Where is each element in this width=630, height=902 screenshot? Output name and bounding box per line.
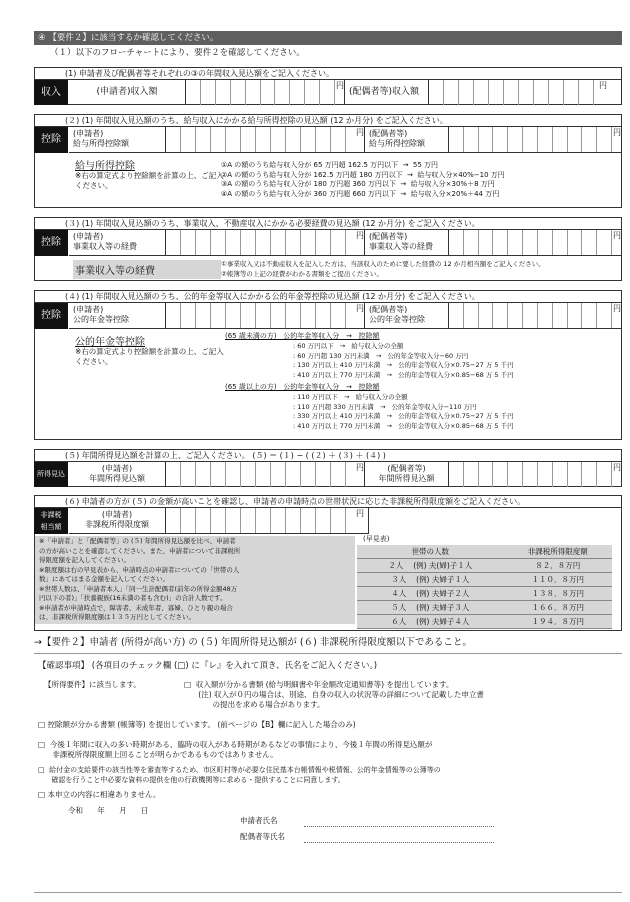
- income-estimate-section: [34, 449, 622, 487]
- spouse-name-label: 配偶者等氏名: [240, 832, 285, 841]
- applicant-estimate-field[interactable]: [165, 462, 355, 487]
- confirm-item-consent[interactable]: □ 給付金の支給要件の該当性等を審査等するため、市区町村等が必要な住民基本台帳情報や税情報、公的年金情報等の公簿等の 確認を行うこと中必要な資料の提供を他の行政機関等に求める・提供することに同意します。: [38, 766, 441, 784]
- applicant-pension-label: (申請者) 公的年金等控除: [73, 305, 129, 324]
- income-tag: 収入: [34, 80, 68, 105]
- spouse-estimate-field[interactable]: [448, 462, 612, 487]
- applicant-salary-deduction-field[interactable]: [165, 127, 355, 152]
- yen-unit: 円: [356, 509, 364, 518]
- table-header: 世帯の人数: [357, 545, 504, 559]
- confirm-item-forecast[interactable]: □ 今後１年間に収入の多い時期がある、臨時の収入がある時期があるなどの事情により、今後１年間の所得見込額が 非課税所得限度額上回ることが明らかであるものではありません。: [38, 740, 433, 759]
- yen-unit: 円: [356, 463, 364, 472]
- spouse-business-field[interactable]: [448, 230, 612, 255]
- pension-title: (４) (1) 年間収入見込額のうち、公的年金等収入にかかる公的年金等控除の見込額 (12 か月分) をご記入ください。: [35, 291, 621, 303]
- quick-table: [357, 545, 612, 629]
- table-row: ６人 (例) 夫婦子４人 １９４．８万円: [357, 615, 612, 629]
- under65-rows: : 60 万円以下 → 給与収入分の全額 : 60 万円超 130 万円未満 → 公的年金等収入分−60 万円 : 130 万円以上 410 万円未満 → 公的年金等収入分×0.75−27 万 5 千円 : 410 万円以上 770 万円未満 → 公的年金等収入分×0.85−68 万 5 千円: [293, 342, 514, 379]
- confirm-section: [34, 653, 622, 893]
- salary-formula: ①A の額のうち給与収入分が 65 万円超 162.5 万円以下 → 55 万円 ②A の額のうち給与収入分が 162.5 万円超 180 万円以下 → 給与収入分×40%−10 万円 ③A の額のうち給与収入分が 180 万円超 360 万円以下 → 給与収入分×30%＋8 万円 ④A の額のうち給与収入分が 360 万円超 660 万円以下 → 給与収入分×20%＋44 万円: [221, 161, 505, 198]
- spouse-pension-label: (配偶者等) 公的年金等控除: [364, 303, 448, 328]
- estimate-tag: 所得見込: [34, 462, 68, 487]
- pension-heading: 公的年金等控除: [75, 337, 145, 348]
- date-field[interactable]: 令和 年 月 日: [68, 806, 149, 815]
- deduction-tag: 控除: [34, 230, 68, 256]
- yen-unit: 円: [613, 304, 621, 313]
- under65-heading: (65 歳未満の方) 公的年金等収入分 → 控除額: [225, 332, 380, 340]
- applicant-name-label: 申請者氏名: [240, 816, 278, 825]
- table-row: ２人 (例) 夫(婦)子１人 ８２．８万円: [357, 559, 612, 573]
- confirm-item-deduction[interactable]: □ 控除額が分かる書類 (帳簿等) を提出しています。 (前ページの【B】欄に記入した場合のみ): [38, 720, 356, 729]
- yen-unit: 円: [613, 128, 621, 137]
- confirm-item-income: 【所得要件】に該当します。: [44, 680, 141, 689]
- applicant-name-line[interactable]: [304, 826, 494, 827]
- confirm-title: 【確認事項】 (各項目のチェック欄 (□) に『レ』を入れて頂き、氏名をご記入ください。): [38, 661, 378, 671]
- salary-note: ※右の算定式より控除額を計算の上、ご記入ください。: [75, 171, 224, 190]
- applicant-pension-field[interactable]: [165, 303, 355, 328]
- salary-heading: 給与所得控除: [75, 161, 135, 172]
- section-subtitle: （１）以下のフローチャートにより、要件２を確認してください。: [50, 48, 305, 58]
- yen-unit: 円: [613, 231, 621, 240]
- applicant-limit-field[interactable]: [165, 508, 355, 533]
- spouse-business-label: (配偶者等) 事業収入等の経費: [364, 230, 448, 255]
- business-title: (３) (1) 年間収入見込額のうち、事業収入、不動産収入にかかる必要経費の見込額 (12 か月分) をご記入ください。: [35, 218, 621, 230]
- spouse-salary-deduction-field[interactable]: [448, 127, 612, 152]
- over65-rows: : 110 万円以下 → 給与収入分の全額 : 110 万円超 330 万円未満 → 公的年金等収入分−110 万円 : 330 万円以上 410 万円未満 → 公的年金等収入分×0.75−27 万 5 千円 : 410 万円以上 770 万円未満 → 公的年金等収入分×0.85−68 万 5 千円: [293, 393, 514, 430]
- quick-table-title: (早見表): [363, 535, 390, 543]
- table-row: ５人 (例) 夫婦子３人 １６６．８万円: [357, 601, 612, 615]
- estimate-title: (５) 年間所得見込額を計算の上、ご記入ください。 (５) ＝ (１) − ( (２) ＋ (３) ＋ (４) ): [35, 450, 621, 462]
- business-expense-section: [34, 217, 622, 281]
- requirement-conclusion: →【要件２】申請者 (所得が高い方) の (５) 年間所得見込額が (６) 非課税所得限度額以下であること。: [34, 637, 472, 648]
- business-heading: 事業収入等の経費: [73, 260, 221, 279]
- salary-title: (２) (1) 年間収入見込額のうち、給与収入にかかる給与所得控除の見込額 (12 か月分) をご記入ください。: [35, 115, 621, 127]
- deduction-tag: 控除: [34, 303, 68, 329]
- over65-heading: (65 歳以上の方) 公的年金等収入分 → 控除額: [225, 383, 380, 391]
- yen-unit: 円: [613, 463, 621, 472]
- pension-deduction-section: [34, 290, 622, 440]
- section-header: ④ 【要件２】に該当するか確認してください。: [34, 31, 622, 45]
- yen-unit: 円: [356, 231, 364, 240]
- table-header: 非課税所得限度額: [504, 545, 612, 559]
- yen-unit: 円: [356, 128, 364, 137]
- business-formula: ①事業収入又は不動産収入を記入した方は、当該収入のために要した経費の 12 か月相当額をご記入ください。 ②帳簿等の上記の経費がわかる書類をご提出ください。: [221, 260, 545, 278]
- confirm-item-documents[interactable]: □ 収入額が分かる書類 (給与明細書や年金額改定通知書等) を提出しています。 (注) 収入が０円の場合は、別途、自身の収入の状況等の詳細について記載した申立書 の提出を求める場合があります。: [184, 680, 484, 709]
- yen-unit: 円: [336, 81, 344, 90]
- applicant-salary-deduction-label: (申請者) 給与所得控除額: [73, 129, 129, 148]
- yen-unit: 円: [356, 304, 364, 313]
- salary-deduction-section: [34, 114, 622, 208]
- tax-exempt-tag: 非課税 相当額: [34, 508, 68, 534]
- table-row: ４人 (例) 夫婦子２人 １３８．８万円: [357, 587, 612, 601]
- applicant-business-label: (申請者) 事業収入等の経費: [73, 232, 137, 251]
- confirm-item-truth[interactable]: □ 本申立の内容に相違ありません。: [38, 790, 161, 799]
- spouse-income-field[interactable]: [428, 80, 598, 105]
- applicant-income-field[interactable]: [185, 80, 335, 105]
- tax-exempt-notes: ※「申請者」と「配偶者等」の (５) 年間所得見込額を比べ、申請者 の方が高いことを確認してください。また、申請者について非課税所 得限度額を記入してください。 ※限度額は右の早見表から、申請時点の申請者についての「世帯の人 数」にあてはまる金額を記入してください。 ※世帯人数は、「申請者本人」「同一生計配偶者(前年の所得金額48万 円以下の者)」「扶養親族(16未満の者も含む)」の合計人数です。 ※申請者が申請時点で、障害者、未成年者、寡婦、ひとり親の場合 は、非課税所得限度額は１３５万円としてください。: [35, 536, 355, 624]
- spouse-salary-deduction-label: (配偶者等) 給与所得控除額: [364, 127, 448, 152]
- deduction-tag: 控除: [34, 127, 68, 153]
- applicant-business-field[interactable]: [165, 230, 355, 255]
- yen-unit: 円: [599, 81, 607, 90]
- applicant-limit-label: (申請者) 非課税所得限度額: [85, 510, 149, 529]
- pension-note: ※右の算定式より控除額を計算の上、ご記入ください。: [75, 347, 224, 366]
- tax-exempt-section: [34, 495, 622, 631]
- applicant-income-label: (申請者)収入額: [96, 87, 158, 97]
- income-title: (1) 申請者及び配偶者等それぞれの③の年間収入見込額をご記入ください。: [35, 68, 621, 80]
- applicant-estimate-label: (申請者) 年間所得見込額: [89, 464, 145, 483]
- table-row: ３人 (例) 夫婦子１人 １１０．８万円: [357, 573, 612, 587]
- spouse-pension-field[interactable]: [448, 303, 612, 328]
- tax-exempt-title: (６) 申請者の方が (５) の金額が高いことを確認し、申請者の申請時点の世帯状況に応じた非課税所得限度額をご記入ください。: [35, 496, 621, 508]
- spouse-income-label: (配偶者等)収入額: [344, 80, 428, 105]
- spouse-name-line[interactable]: [304, 842, 494, 843]
- income-section: [34, 67, 622, 105]
- spouse-estimate-label: (配偶者等) 年間所得見込額: [364, 462, 448, 487]
